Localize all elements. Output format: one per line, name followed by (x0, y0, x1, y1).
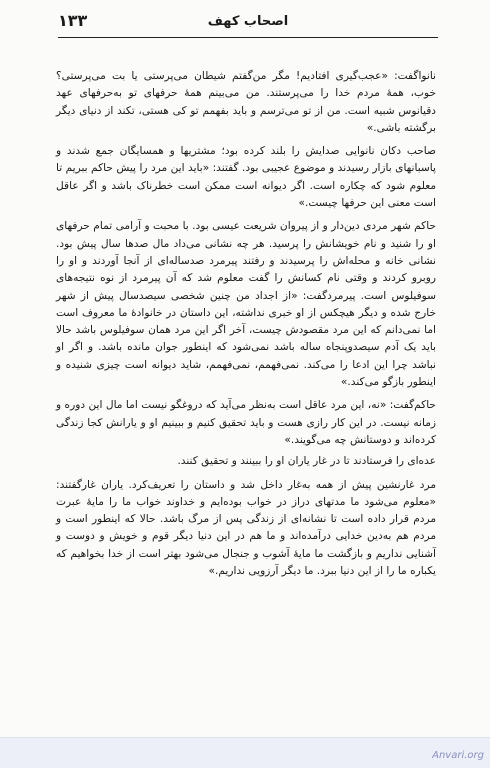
page-number: ۱۳۳ (58, 11, 88, 30)
paragraph-4: حاکم‌گفت: «نه، این مرد عاقل است به‌نظر می‌آید که دروغگو نیست اما مال این دوره و زمانه نیست. در این کار رازی هست و باید تحقیق کنیم و ببینیم او و یارانش کجا زندگی کرده‌اند و دوستانش چه می‌گویند.» (56, 399, 436, 446)
paragraph-2: صاحب دکان نانوایی صدایش را بلند کرده بود؛ مشتریها و همسایگان جمع شدند و پاسبانهای بازار رسیدند و موضوع عجیبی بود. گفتند: «باید این مرد را پیش حاکم ببریم تا معلوم شود که چکاره است. اگر دیوانه است ممکن است خطرناک باشد و اگر عاقل است معنی این حرفها چیست.» (56, 145, 436, 210)
watermark-logo: Anvari.org (432, 750, 484, 761)
paragraph-6: مرد غارنشین پیش از همه به‌غار داخل شد و داستان را تعریف‌کرد. یاران غارگفتند: «معلوم می‌شود ما مدتهای دراز در خواب بوده‌ایم و خداوند خواب ما را مایهٔ عبرت مردم قرار داده است تا نشانه‌ای از زندگی پس از مرگ باشد. حالا که اینطور است و مردم هم به‌دین خدایی درآمده‌اند و ما هم در این دنیا دیگر قوم و خویش و دوست و آشنایی نداریم و بازگشت ما مایهٔ آشوب و جنجال می‌شود بهتر است از خدا بخواهیم که یکباره ما را از این دنیا ببرد. ما دیگر آرزویی نداریم.» (56, 478, 436, 578)
footer-bar (0, 737, 490, 768)
running-title: اصحاب کهف (207, 14, 289, 29)
paragraph-3: حاکم شهر مردی دین‌دار و از پیروان شریعت عیسی بود. با محبت و آرامی تمام حرفهای او را شنید و نام خویشانش را پرسید. هر چه نشانی می‌داد مال صدها سال پیش بود. نشانی خانه و محله‌اش را پرسیدند و رفتند پیرمرد صدساله‌ای از آنجا آوردند و او را روبرو کردند و وقتی نام کسانش را گفت معلوم شد که آن پیرمرد از نوه نتیجه‌های سوفیلوس است. پیرمردگفت: «از اجداد من چنین شخصی سیصدسال پیش از شهر خارج شده و دیگر هیچکس از او خبری نداشته، این داستان در خانوادهٔ ما معروف است اما نمی‌دانم که این مرد مقصودش چیست، آخر اگر این مرد همان سوفیلوس باشد حالا باید یک آدم سیصدوپنجاه ساله باشد نمی‌شود که اینطور جوان مانده باشد. و اگر او نباشد چرا این ادعا را می‌کند. نمی‌فهمم، نمی‌فهمم، شاید دیوانه است چیزی شنیده و اینطور بازگو می‌کند.» (56, 220, 436, 389)
page-header (58, 10, 438, 40)
paragraph-5: عده‌ای را فرستادند تا در غار یاران او را ببینند و تحقیق کنند. (177, 455, 436, 468)
paragraph-1: نانواگفت: «عجب‌گیری افتادیم! مگر من‌گفتم شیطان می‌پرستی یا بت می‌پرستی؟ خوب، همهٔ مردم خدا را می‌پرستند. من می‌بینم همهٔ حرفهای تو به‌حرفهای عهد دقیانوس شبیه است. من از تو می‌ترسم و باید بفهمم تو کی هستی، تکند از دنیای دیگر برگشته باشی.» (56, 70, 436, 134)
page-body-text (56, 68, 436, 584)
header-rule (58, 37, 438, 38)
